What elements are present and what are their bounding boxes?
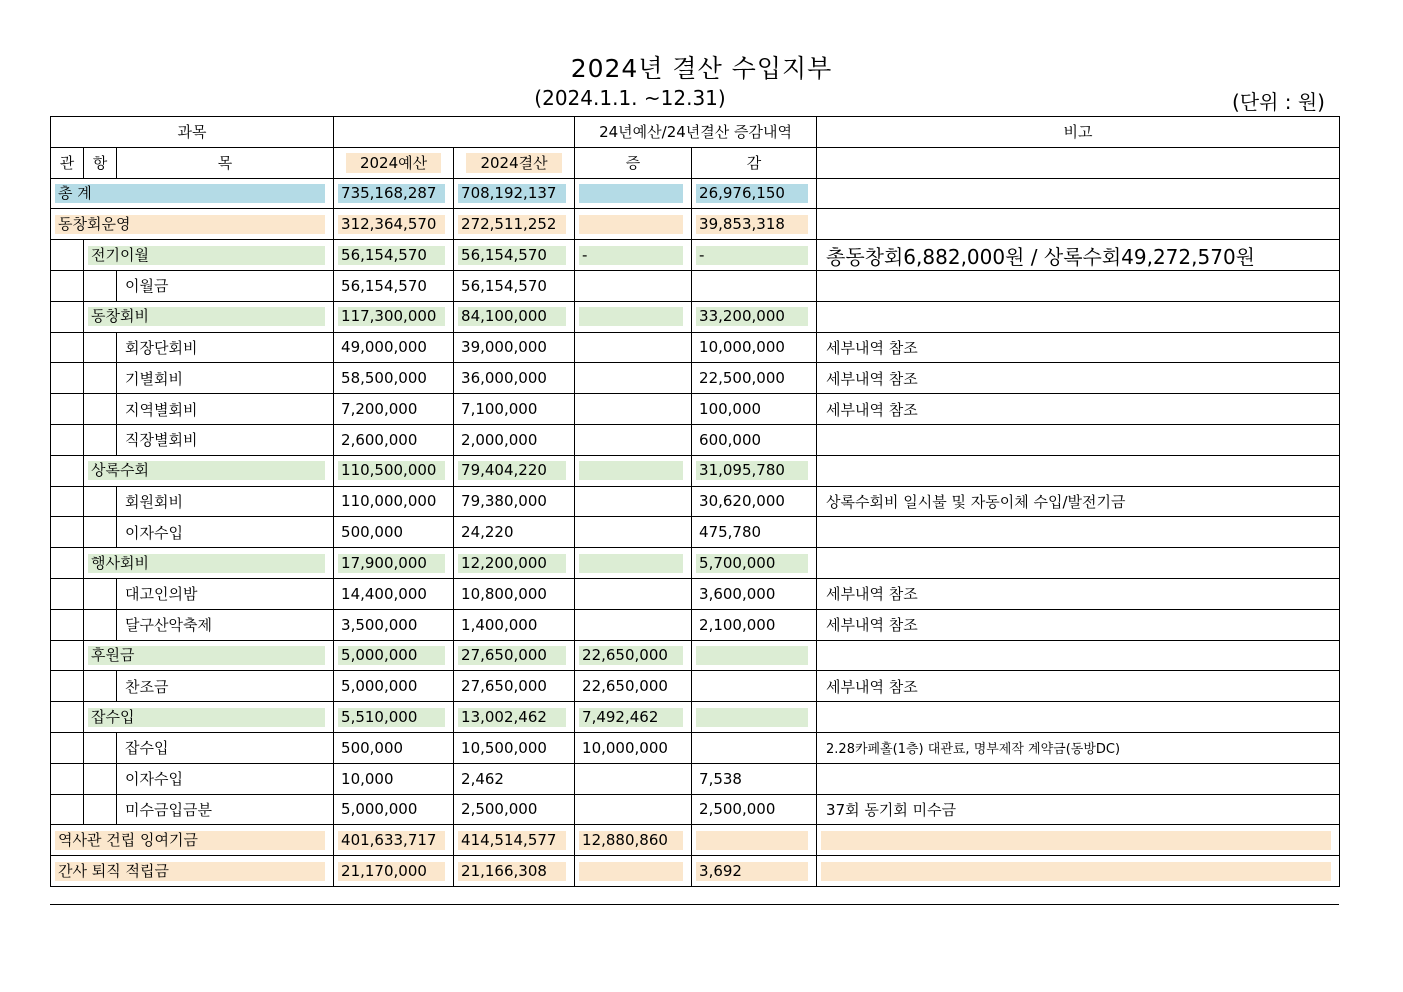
bottom-rule — [50, 904, 1339, 905]
cell-settlement: 39,000,000 — [454, 332, 575, 363]
cell-budget — [334, 178, 454, 209]
row-label-highlight: 간사 퇴직 적립금 — [55, 862, 325, 881]
indent-cell — [84, 763, 117, 794]
row-label — [51, 209, 334, 240]
cell-increase-highlight: 22,650,000 — [579, 646, 683, 665]
indent-cell — [51, 702, 84, 733]
cell-decrease — [692, 178, 817, 209]
table-row — [51, 517, 1340, 548]
cell-settlement — [454, 240, 575, 271]
cell-decrease: 30,620,000 — [692, 486, 817, 517]
cell-increase-highlight — [579, 184, 683, 203]
cell-budget — [334, 856, 454, 887]
row-label — [84, 301, 334, 332]
cell-note: 세부내역 참조 — [817, 363, 1340, 394]
indent-cell — [51, 424, 84, 455]
table-row — [51, 856, 1340, 887]
cell-budget: 3,500,000 — [334, 609, 454, 640]
cell-settlement: 1,400,000 — [454, 609, 575, 640]
cell-budget-highlight: 21,170,000 — [338, 862, 445, 881]
cell-note — [817, 702, 1340, 733]
unit-label: (단위 : 원) — [1231, 90, 1325, 114]
cell-settlement: 10,500,000 — [454, 732, 575, 763]
cell-increase — [575, 794, 692, 825]
row-label-highlight: 상록수회 — [88, 461, 325, 480]
header-settlement — [454, 147, 575, 178]
cell-decrease — [692, 455, 817, 486]
table-row — [51, 270, 1340, 301]
cell-note: 37회 동기회 미수금 — [817, 794, 1340, 825]
table-row — [51, 578, 1340, 609]
indent-cell — [84, 671, 117, 702]
header-subject: 과목 — [51, 117, 334, 148]
cell-increase — [575, 178, 692, 209]
indent-cell — [84, 517, 117, 548]
cell-budget-highlight: 401,633,717 — [338, 831, 445, 850]
cell-decrease: 3,600,000 — [692, 578, 817, 609]
indent-cell — [51, 640, 84, 671]
cell-note: 세부내역 참조 — [817, 609, 1340, 640]
cell-budget: 2,600,000 — [334, 424, 454, 455]
cell-budget: 500,000 — [334, 732, 454, 763]
cell-note — [817, 548, 1340, 579]
table-row — [51, 455, 1340, 486]
cell-settlement-highlight: 12,200,000 — [458, 554, 566, 573]
row-label: 잡수입 — [117, 732, 334, 763]
cell-settlement-highlight: 79,404,220 — [458, 461, 566, 480]
cell-budget: 49,000,000 — [334, 332, 454, 363]
indent-cell — [51, 332, 84, 363]
row-label: 기별회비 — [117, 363, 334, 394]
row-label — [84, 640, 334, 671]
cell-settlement: 27,650,000 — [454, 671, 575, 702]
row-label: 직장별회비 — [117, 424, 334, 455]
cell-budget — [334, 455, 454, 486]
table-row — [51, 763, 1340, 794]
cell-increase — [575, 394, 692, 425]
row-label: 지역별회비 — [117, 394, 334, 425]
cell-note — [817, 455, 1340, 486]
indent-cell — [84, 424, 117, 455]
row-label: 회장단회비 — [117, 332, 334, 363]
cell-decrease-highlight: 5,700,000 — [696, 554, 808, 573]
header-hang: 항 — [84, 147, 117, 178]
row-label-highlight: 총 계 — [55, 184, 325, 203]
indent-cell — [84, 609, 117, 640]
row-label: 이자수입 — [117, 517, 334, 548]
indent-cell — [84, 578, 117, 609]
cell-increase — [575, 363, 692, 394]
row-label-highlight: 역사관 건립 잉여기금 — [55, 831, 325, 850]
cell-budget-highlight: 17,900,000 — [338, 554, 445, 573]
cell-increase-highlight — [579, 307, 683, 326]
cell-settlement — [454, 702, 575, 733]
table-row — [51, 702, 1340, 733]
indent-cell — [84, 394, 117, 425]
cell-settlement-highlight: 708,192,137 — [458, 184, 566, 203]
cell-decrease: 7,538 — [692, 763, 817, 794]
cell-increase: 10,000,000 — [575, 732, 692, 763]
table-row — [51, 548, 1340, 579]
cell-decrease: 475,780 — [692, 517, 817, 548]
cell-increase — [575, 578, 692, 609]
cell-note: 2.28카페홀(1층) 대관료, 명부제작 계약금(동방DC) — [817, 732, 1340, 763]
indent-cell — [51, 301, 84, 332]
cell-settlement-highlight: 414,514,577 — [458, 831, 566, 850]
cell-budget-highlight: 56,154,570 — [338, 246, 445, 265]
indent-cell — [84, 270, 117, 301]
table-row — [51, 332, 1340, 363]
cell-note — [817, 517, 1340, 548]
cell-settlement-highlight: 56,154,570 — [458, 246, 566, 265]
row-label-highlight: 후원금 — [88, 646, 325, 665]
cell-decrease: 600,000 — [692, 424, 817, 455]
cell-budget-highlight: 5,510,000 — [338, 708, 445, 727]
cell-settlement: 24,220 — [454, 517, 575, 548]
cell-increase — [575, 209, 692, 240]
cell-budget — [334, 702, 454, 733]
cell-note: 상록수회비 일시불 및 자동이체 수입/발전기금 — [817, 486, 1340, 517]
indent-cell — [51, 609, 84, 640]
cell-note — [817, 270, 1340, 301]
header-remarks: 비고 — [817, 117, 1340, 148]
cell-settlement-highlight: 27,650,000 — [458, 646, 566, 665]
cell-note: 총동창회6,882,000원 / 상록수회49,272,570원 — [817, 240, 1340, 271]
cell-settlement — [454, 301, 575, 332]
cell-settlement-highlight: 84,100,000 — [458, 307, 566, 326]
header-row-1 — [51, 117, 1340, 148]
cell-increase-highlight — [579, 461, 683, 480]
indent-cell — [84, 363, 117, 394]
cell-budget: 5,000,000 — [334, 671, 454, 702]
cell-increase — [575, 455, 692, 486]
indent-cell — [51, 270, 84, 301]
header-decrease: 감 — [692, 147, 817, 178]
cell-budget: 500,000 — [334, 517, 454, 548]
cell-note — [817, 856, 1340, 887]
cell-settlement-highlight: 13,002,462 — [458, 708, 566, 727]
cell-increase — [575, 825, 692, 856]
header-budget — [334, 147, 454, 178]
table-row — [51, 486, 1340, 517]
cell-budget-highlight: 312,364,570 — [338, 215, 445, 234]
row-label: 대고인의밤 — [117, 578, 334, 609]
cell-increase-highlight — [579, 554, 683, 573]
cell-decrease — [692, 270, 817, 301]
cell-settlement: 2,462 — [454, 763, 575, 794]
header-change-group: 24년예산/24년결산 증감내역 — [575, 117, 817, 148]
header-mok: 목 — [117, 147, 334, 178]
cell-increase — [575, 424, 692, 455]
row-label: 이월금 — [117, 270, 334, 301]
cell-increase — [575, 640, 692, 671]
table-row — [51, 424, 1340, 455]
cell-decrease-highlight: 33,200,000 — [696, 307, 808, 326]
row-label — [84, 548, 334, 579]
row-label — [51, 825, 334, 856]
indent-cell — [51, 763, 84, 794]
cell-increase-highlight — [579, 862, 683, 881]
row-label-highlight: 동창회비 — [88, 307, 325, 326]
indent-cell — [51, 455, 84, 486]
period-label: (2024.1.1. ~12.31) — [534, 86, 726, 110]
header-row-2 — [51, 147, 1340, 178]
cell-increase — [575, 609, 692, 640]
cell-note — [817, 825, 1340, 856]
cell-increase — [575, 856, 692, 887]
page-title: 2024년 결산 수입지부 — [570, 54, 833, 83]
header-remarks-blank — [817, 147, 1340, 178]
cell-decrease-highlight: - — [696, 246, 808, 265]
cell-increase — [575, 301, 692, 332]
cell-decrease: 2,100,000 — [692, 609, 817, 640]
cell-increase — [575, 332, 692, 363]
row-label — [84, 702, 334, 733]
cell-decrease: 100,000 — [692, 394, 817, 425]
table-row — [51, 240, 1340, 271]
header-budget-label: 2024예산 — [346, 153, 441, 173]
cell-decrease-highlight — [696, 831, 808, 850]
cell-note — [817, 763, 1340, 794]
income-table — [50, 116, 1340, 887]
table-row — [51, 825, 1340, 856]
cell-decrease-highlight: 31,095,780 — [696, 461, 808, 480]
table-row — [51, 732, 1340, 763]
table-row — [51, 363, 1340, 394]
header-increase: 증 — [575, 147, 692, 178]
header-blank — [334, 117, 575, 148]
cell-increase: 22,650,000 — [575, 671, 692, 702]
table-row — [51, 209, 1340, 240]
cell-note: 세부내역 참조 — [817, 578, 1340, 609]
cell-note-highlight — [821, 831, 1331, 850]
indent-cell — [84, 732, 117, 763]
row-label: 달구산악축제 — [117, 609, 334, 640]
cell-settlement-highlight: 272,511,252 — [458, 215, 566, 234]
header-settlement-label: 2024결산 — [466, 153, 561, 173]
table-row — [51, 671, 1340, 702]
cell-decrease: 2,500,000 — [692, 794, 817, 825]
row-label-highlight: 행사회비 — [88, 554, 325, 573]
cell-settlement — [454, 178, 575, 209]
row-label: 이자수입 — [117, 763, 334, 794]
indent-cell — [51, 548, 84, 579]
cell-increase — [575, 270, 692, 301]
cell-note: 세부내역 참조 — [817, 671, 1340, 702]
cell-settlement — [454, 856, 575, 887]
cell-budget — [334, 209, 454, 240]
row-label: 찬조금 — [117, 671, 334, 702]
cell-settlement — [454, 455, 575, 486]
cell-decrease — [692, 301, 817, 332]
cell-settlement — [454, 640, 575, 671]
cell-budget — [334, 825, 454, 856]
cell-settlement: 36,000,000 — [454, 363, 575, 394]
cell-note — [817, 424, 1340, 455]
cell-budget-highlight: 5,000,000 — [338, 646, 445, 665]
cell-decrease-highlight — [696, 708, 808, 727]
cell-settlement: 79,380,000 — [454, 486, 575, 517]
cell-budget — [334, 640, 454, 671]
cell-budget: 5,000,000 — [334, 794, 454, 825]
cell-increase-highlight: 12,880,860 — [579, 831, 683, 850]
indent-cell — [84, 486, 117, 517]
row-label-highlight: 동창회운영 — [55, 215, 325, 234]
cell-increase-highlight: 7,492,462 — [579, 708, 683, 727]
indent-cell — [84, 794, 117, 825]
indent-cell — [51, 486, 84, 517]
indent-cell — [51, 732, 84, 763]
cell-settlement: 7,100,000 — [454, 394, 575, 425]
cell-budget-highlight: 735,168,287 — [338, 184, 445, 203]
cell-decrease — [692, 702, 817, 733]
cell-decrease-highlight: 39,853,318 — [696, 215, 808, 234]
cell-settlement: 56,154,570 — [454, 270, 575, 301]
cell-settlement — [454, 548, 575, 579]
cell-budget: 7,200,000 — [334, 394, 454, 425]
row-label — [51, 178, 334, 209]
header-gwan: 관 — [51, 147, 84, 178]
cell-increase — [575, 702, 692, 733]
cell-note — [817, 640, 1340, 671]
cell-budget-highlight: 110,500,000 — [338, 461, 445, 480]
cell-decrease — [692, 825, 817, 856]
cell-budget — [334, 240, 454, 271]
row-label — [84, 240, 334, 271]
row-label: 회원회비 — [117, 486, 334, 517]
cell-increase — [575, 517, 692, 548]
table-row — [51, 609, 1340, 640]
table-row — [51, 794, 1340, 825]
cell-note — [817, 178, 1340, 209]
indent-cell — [84, 332, 117, 363]
row-label-highlight: 잡수입 — [88, 708, 325, 727]
indent-cell — [51, 363, 84, 394]
cell-budget: 58,500,000 — [334, 363, 454, 394]
cell-budget-highlight: 117,300,000 — [338, 307, 445, 326]
table-row — [51, 394, 1340, 425]
cell-decrease — [692, 671, 817, 702]
row-label-highlight: 전기이월 — [88, 246, 325, 265]
cell-decrease: 10,000,000 — [692, 332, 817, 363]
cell-decrease — [692, 856, 817, 887]
indent-cell — [51, 240, 84, 271]
table-row — [51, 301, 1340, 332]
cell-decrease — [692, 732, 817, 763]
row-label — [84, 455, 334, 486]
cell-budget — [334, 301, 454, 332]
cell-settlement-highlight: 21,166,308 — [458, 862, 566, 881]
cell-settlement: 10,800,000 — [454, 578, 575, 609]
cell-note — [817, 301, 1340, 332]
cell-decrease-highlight: 26,976,150 — [696, 184, 808, 203]
cell-decrease — [692, 240, 817, 271]
cell-settlement: 2,000,000 — [454, 424, 575, 455]
indent-cell — [51, 794, 84, 825]
cell-increase-highlight: - — [579, 246, 683, 265]
cell-decrease-highlight: 3,692 — [696, 862, 808, 881]
cell-increase — [575, 486, 692, 517]
cell-note-highlight — [821, 862, 1331, 881]
cell-budget: 10,000 — [334, 763, 454, 794]
table-row — [51, 640, 1340, 671]
cell-settlement — [454, 209, 575, 240]
cell-note — [817, 209, 1340, 240]
indent-cell — [51, 671, 84, 702]
cell-decrease — [692, 548, 817, 579]
cell-budget: 56,154,570 — [334, 270, 454, 301]
cell-increase — [575, 548, 692, 579]
indent-cell — [51, 517, 84, 548]
row-label: 미수금입금분 — [117, 794, 334, 825]
cell-budget: 110,000,000 — [334, 486, 454, 517]
cell-note: 세부내역 참조 — [817, 394, 1340, 425]
table-row — [51, 178, 1340, 209]
indent-cell — [51, 578, 84, 609]
cell-settlement: 2,500,000 — [454, 794, 575, 825]
row-label — [51, 856, 334, 887]
cell-note: 세부내역 참조 — [817, 332, 1340, 363]
cell-increase — [575, 240, 692, 271]
cell-budget: 14,400,000 — [334, 578, 454, 609]
cell-increase — [575, 763, 692, 794]
cell-decrease — [692, 640, 817, 671]
cell-decrease-highlight — [696, 646, 808, 665]
cell-budget — [334, 548, 454, 579]
cell-settlement — [454, 825, 575, 856]
cell-decrease — [692, 209, 817, 240]
cell-decrease: 22,500,000 — [692, 363, 817, 394]
cell-increase-highlight — [579, 215, 683, 234]
indent-cell — [51, 394, 84, 425]
